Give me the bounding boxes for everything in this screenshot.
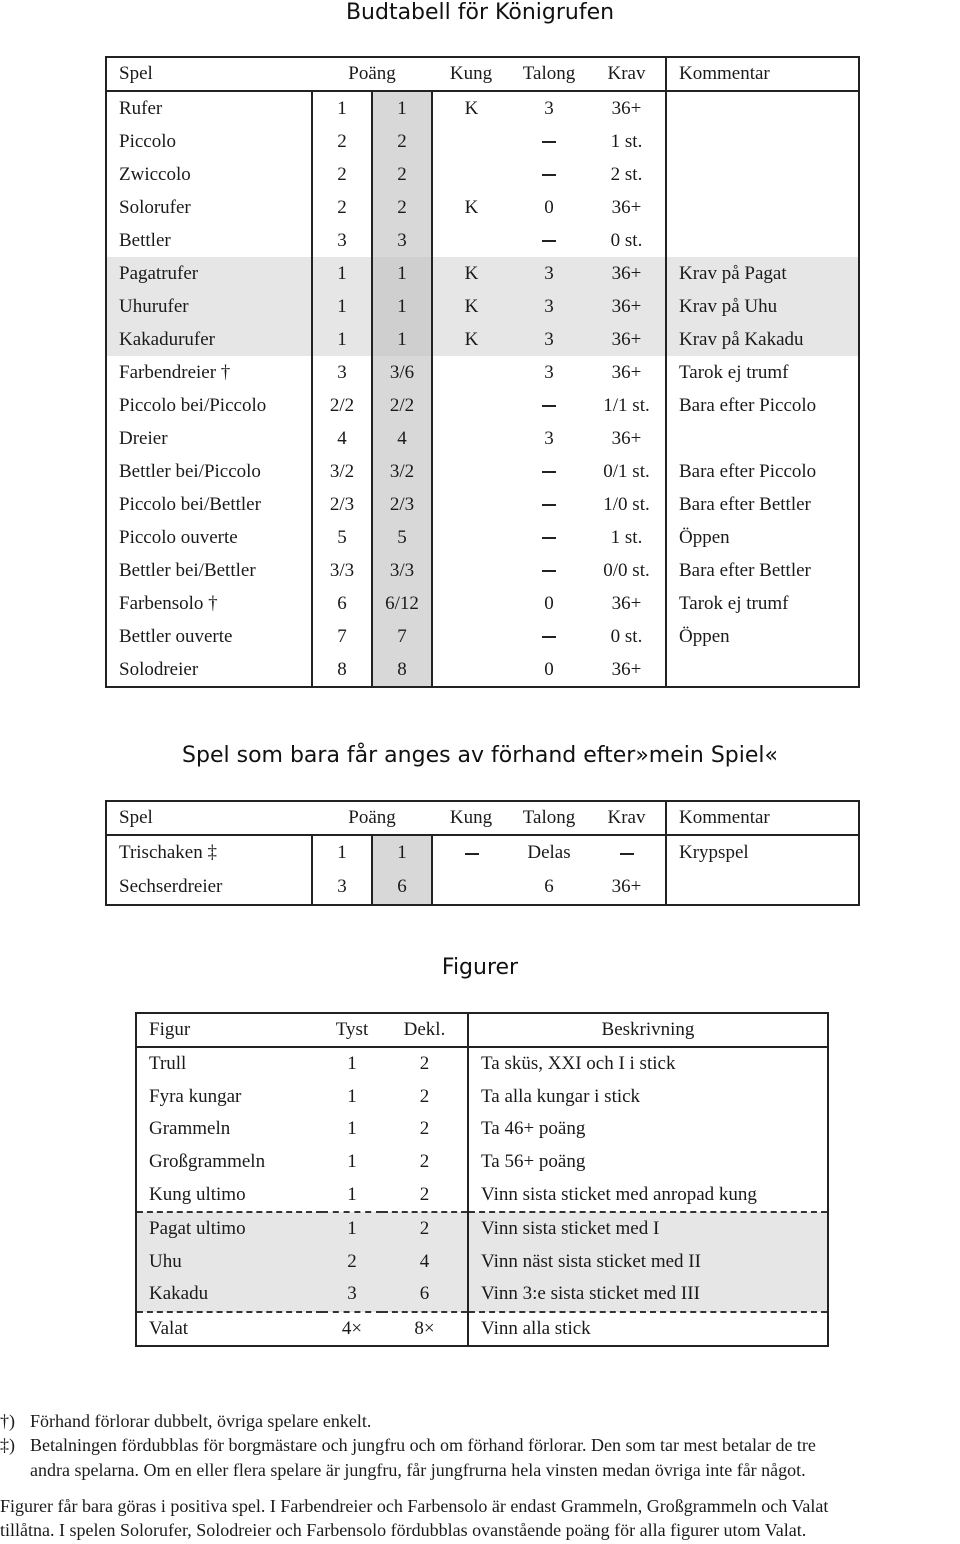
krav-cell: 0 st. [610,229,643,251]
table-row [106,620,859,653]
poang-tyst-cell: 1 [312,91,372,125]
krav-cell: 36+ [588,323,666,356]
kung-cell: K [432,290,510,323]
krav-cell: 36+ [611,427,642,449]
poang-dekl-cell: 5 [372,521,432,554]
kung-cell [432,158,510,191]
kommentar-cell: Bara efter Bettler [666,488,859,521]
col-header-figur: Figur [136,1013,322,1047]
kung-cell [432,554,510,587]
figur-cell: Uhu [136,1246,322,1279]
table-row [106,290,859,323]
talong-cell [510,455,588,488]
page-title: Budtabell för Königrufen [345,0,615,25]
tyst-cell: 1 [347,1183,357,1205]
kung-cell [432,455,510,488]
poang-tyst-cell: 3/3 [312,554,372,587]
poang-dekl-cell: 1 [372,91,432,125]
tyst-cell: 1 [347,1053,357,1075]
col-header-poang: Poäng [312,57,432,91]
table-row [136,1113,828,1146]
table-row [106,158,859,191]
bid-table [105,56,860,688]
table-row [136,1047,828,1081]
spel-cell: Bettler [119,229,171,251]
spel-cell: Trischaken ‡ [119,842,217,863]
talong-cell: 6 [544,876,554,897]
kommentar-cell [666,125,859,158]
poang-tyst-cell: 2 [312,191,372,224]
table-row [106,488,859,521]
dekl-cell: 2 [419,1118,430,1140]
tyst-cell: 3 [322,1278,382,1312]
talong-cell: 3 [544,427,554,449]
col-header-kommentar: Kommentar [666,801,859,835]
poang-tyst-cell: 3 [312,356,372,389]
krav-cell: 36+ [611,658,642,680]
dekl-cell: 2 [419,1085,430,1107]
col-header-talong: Talong [510,57,588,91]
tyst-cell: 2 [322,1246,382,1279]
poang-tyst-cell: 7 [312,620,372,653]
talong-cell: 3 [510,323,588,356]
dash-mark [542,471,556,473]
poang-tyst-cell: 8 [312,653,372,687]
poang-tyst-cell: 6 [312,587,372,620]
footnote-ddagger-text-2: andra spelarna. Om en eller flera spelare är jungfru, får jungfrurna hela vinsten medan övriga inte får något. [30,1460,806,1480]
footnote-ddagger-mark: ‡) [0,1435,15,1455]
spel-cell: Piccolo bei/Piccolo [119,394,267,416]
col-header-beskrivning: Beskrivning [468,1013,828,1047]
dash-mark [465,853,479,855]
krav-cell: 0/1 st. [603,460,650,482]
beskrivning-cell: Vinn sista sticket med anropad kung [468,1178,828,1212]
spel-cell: Piccolo bei/Bettler [119,493,261,515]
beskrivning-cell: Ta 56+ poäng [468,1146,828,1179]
figur-cell: Großgrammeln [149,1151,266,1173]
krav-cell: 1/0 st. [603,493,650,515]
footnote-dagger-mark: †) [0,1411,15,1431]
spel-cell: Zwiccolo [119,163,191,185]
talong-cell: Delas [527,842,571,863]
talong-cell: 3 [544,97,554,119]
tyst-cell: 1 [347,1085,357,1107]
figures-note-line-2: tillåtna. I spelen Solorufer, Solodreier och Farbensolo fördubblas ovanstående poäng för alla figurer utom Valat. [0,1520,807,1540]
spel-cell: Solodreier [119,658,199,680]
krav-cell: 36+ [611,876,642,897]
talong-cell [510,620,588,653]
poang-tyst-cell: 2/2 [312,389,372,422]
dekl-cell: 2 [382,1212,468,1246]
poang-dekl-cell: 1 [372,323,432,356]
table-row [106,356,859,389]
spel-cell: Kakadurufer [106,323,312,356]
col-header-krav: Krav [588,57,666,91]
dekl-cell: 2 [419,1151,430,1173]
kung-cell [432,125,510,158]
section-title-figurer: Figurer [441,955,519,980]
kommentar-cell: Bara efter Piccolo [666,455,859,488]
col-header-spel: Spel [106,801,312,835]
poang-tyst-cell: 5 [312,521,372,554]
poang-dekl-cell: 3/6 [372,356,432,389]
table-row [136,1312,828,1347]
talong-cell: 3 [510,257,588,290]
kung-cell [432,422,510,455]
krav-cell: 36+ [588,257,666,290]
krav-cell: 1 st. [610,526,643,548]
dekl-cell: 2 [419,1183,430,1205]
poang-dekl-cell: 2 [372,158,432,191]
table-row [136,1146,828,1179]
table-row [106,389,859,422]
poang-tyst-cell: 2 [312,158,372,191]
spel-cell: Piccolo ouverte [119,526,238,548]
table-row [106,455,859,488]
talong-cell: 0 [544,196,554,218]
dash-mark [542,141,556,143]
kung-cell [432,870,510,905]
kommentar-cell: Bara efter Piccolo [666,389,859,422]
spel-cell: Uhurufer [106,290,312,323]
krav-cell [588,835,666,870]
poang-tyst-cell: 1 [312,835,372,870]
kommentar-cell [666,653,859,687]
figur-cell: Kung ultimo [149,1183,246,1205]
kung-cell: K [432,323,510,356]
figur-cell: Valat [136,1312,322,1347]
beskrivning-cell: Ta alla kungar i stick [468,1081,828,1114]
table-row [106,91,859,125]
kung-cell [432,521,510,554]
spel-cell: Pagatrufer [106,257,312,290]
dash-mark [542,405,556,407]
kommentar-cell: Krav på Uhu [666,290,859,323]
talong-cell [510,224,588,257]
col-header-kung: Kung [432,801,510,835]
kommentar-cell: Krypspel [666,835,859,870]
tyst-cell: 4× [322,1312,382,1347]
kung-cell [432,224,510,257]
poang-tyst-cell: 4 [312,422,372,455]
kung-cell: K [432,191,510,224]
poang-dekl-cell: 1 [372,290,432,323]
spel-cell: Farbensolo † [119,592,218,614]
talong-cell [510,488,588,521]
table-row [106,323,859,356]
beskrivning-cell: Vinn näst sista sticket med II [468,1246,828,1279]
figures-table [135,1012,829,1347]
table-row [136,1246,828,1279]
kung-cell [432,356,510,389]
kung-cell [432,587,510,620]
dash-mark [542,504,556,506]
talong-cell: 0 [544,592,554,614]
talong-cell [510,554,588,587]
spel-cell: Solorufer [119,196,191,218]
talong-cell [510,389,588,422]
figur-cell: Fyra kungar [149,1085,242,1107]
table-row [106,587,859,620]
col-header-dekl: Dekl. [382,1013,468,1047]
krav-cell: 0 st. [610,625,643,647]
table-row [136,1278,828,1312]
talong-cell: 3 [544,361,554,383]
table-header-row [106,801,859,835]
poang-dekl-cell: 1 [372,835,432,870]
kung-cell [432,389,510,422]
talong-cell [510,521,588,554]
dash-mark [542,240,556,242]
kung-cell [432,488,510,521]
beskrivning-cell: Ta sküs, XXI och I i stick [468,1047,828,1081]
dash-mark [542,537,556,539]
beskrivning-cell: Vinn alla stick [468,1312,828,1347]
kommentar-cell [666,422,859,455]
spel-cell: Rufer [119,97,163,119]
poang-tyst-cell: 1 [312,257,372,290]
kommentar-cell [666,158,859,191]
krav-cell: 1 st. [610,130,643,152]
table-row [106,257,859,290]
poang-tyst-cell: 1 [312,323,372,356]
krav-cell: 36+ [611,97,642,119]
col-header-talong: Talong [510,801,588,835]
section-title-mein-spiel: Spel som bara får anges av förhand efter»mein Spiel« [182,743,778,768]
poang-dekl-cell: 6/12 [372,587,432,620]
dekl-cell: 8× [382,1312,468,1347]
krav-cell: 1/1 st. [603,394,650,416]
figur-cell: Kakadu [136,1278,322,1312]
table-header-row [106,57,859,91]
tyst-cell: 1 [347,1118,357,1140]
beskrivning-cell: Vinn sista sticket med I [468,1212,828,1246]
kommentar-cell [666,91,859,125]
table-row [106,653,859,687]
krav-cell: 36+ [611,361,642,383]
poang-tyst-cell: 2/3 [312,488,372,521]
table-row [106,870,859,905]
table-header-row [136,1013,828,1047]
spel-cell: Bettler bei/Bettler [119,559,256,581]
figur-cell: Grammeln [149,1118,231,1140]
dash-mark [542,636,556,638]
kommentar-cell [666,191,859,224]
poang-dekl-cell: 3/2 [372,455,432,488]
dash-mark [542,174,556,176]
table-row [106,191,859,224]
poang-dekl-cell: 6 [372,870,432,905]
spel-cell: Bettler bei/Piccolo [119,460,261,482]
kommentar-cell: Krav på Kakadu [666,323,859,356]
figur-cell: Pagat ultimo [136,1212,322,1246]
mein-spiel-table [105,800,860,906]
poang-tyst-cell: 3 [312,224,372,257]
tyst-cell: 1 [347,1151,357,1173]
kommentar-cell: Öppen [666,620,859,653]
kommentar-cell: Krav på Pagat [666,257,859,290]
poang-dekl-cell: 3 [372,224,432,257]
krav-cell: 36+ [611,592,642,614]
poang-dekl-cell: 2 [372,191,432,224]
spel-cell: Farbendreier † [119,361,231,383]
table-row [136,1178,828,1212]
kung-cell [432,620,510,653]
poang-dekl-cell: 8 [372,653,432,687]
kung-cell [432,653,510,687]
poang-tyst-cell: 3/2 [312,455,372,488]
figures-note-line-1: Figurer får bara göras i positiva spel. I Farbendreier och Farbensolo är endast Grammeln, Großgrammeln och Valat [0,1496,829,1516]
talong-cell [510,158,588,191]
dekl-cell: 2 [419,1053,430,1075]
col-header-kung: Kung [432,57,510,91]
kung-cell [432,835,510,870]
table-row [106,835,859,870]
col-header-tyst: Tyst [322,1013,382,1047]
footnote-ddagger-text-1: Betalningen fördubblas för borgmästare och jungfru och om förhand förlorar. Den som tar mest betalar de tre [30,1435,816,1455]
footnote-dagger-text: Förhand förlorar dubbelt, övriga spelare enkelt. [30,1411,372,1431]
col-header-poang: Poäng [312,801,432,835]
krav-cell: 36+ [588,290,666,323]
table-row [106,125,859,158]
kung-cell: K [432,257,510,290]
talong-cell [510,125,588,158]
talong-cell: 0 [544,658,554,680]
dekl-cell: 6 [382,1278,468,1312]
poang-dekl-cell: 3/3 [372,554,432,587]
figur-cell: Trull [149,1053,187,1075]
spel-cell: Piccolo [119,130,176,152]
col-header-kommentar: Kommentar [666,57,859,91]
dash-mark [542,570,556,572]
table-row [106,224,859,257]
poang-tyst-cell: 1 [312,290,372,323]
talong-cell: 3 [510,290,588,323]
krav-cell: 2 st. [610,163,643,185]
kommentar-cell: Tarok ej trumf [666,356,859,389]
table-row [106,521,859,554]
poang-dekl-cell: 7 [372,620,432,653]
beskrivning-cell: Ta 46+ poäng [468,1113,828,1146]
poang-tyst-cell: 3 [312,870,372,905]
kommentar-cell: Bara efter Bettler [666,554,859,587]
kommentar-cell: Öppen [666,521,859,554]
tyst-cell: 1 [322,1212,382,1246]
table-row [136,1212,828,1246]
spel-cell: Sechserdreier [119,876,223,897]
table-row [136,1081,828,1114]
poang-tyst-cell: 2 [312,125,372,158]
poang-dekl-cell: 1 [372,257,432,290]
kommentar-cell [666,224,859,257]
kommentar-cell [666,870,859,905]
spel-cell: Dreier [119,427,168,449]
table-row [106,422,859,455]
col-header-krav: Krav [588,801,666,835]
kung-cell: K [432,91,510,125]
kommentar-cell: Tarok ej trumf [666,587,859,620]
krav-cell: 36+ [611,196,642,218]
poang-dekl-cell: 2 [372,125,432,158]
spel-cell: Bettler ouverte [119,625,233,647]
poang-dekl-cell: 2/2 [372,389,432,422]
col-header-spel: Spel [106,57,312,91]
dekl-cell: 4 [382,1246,468,1279]
beskrivning-cell: Vinn 3:e sista sticket med III [468,1278,828,1312]
poang-dekl-cell: 4 [372,422,432,455]
poang-dekl-cell: 2/3 [372,488,432,521]
krav-cell: 0/0 st. [603,559,650,581]
table-row [106,554,859,587]
dash-mark [620,853,634,855]
